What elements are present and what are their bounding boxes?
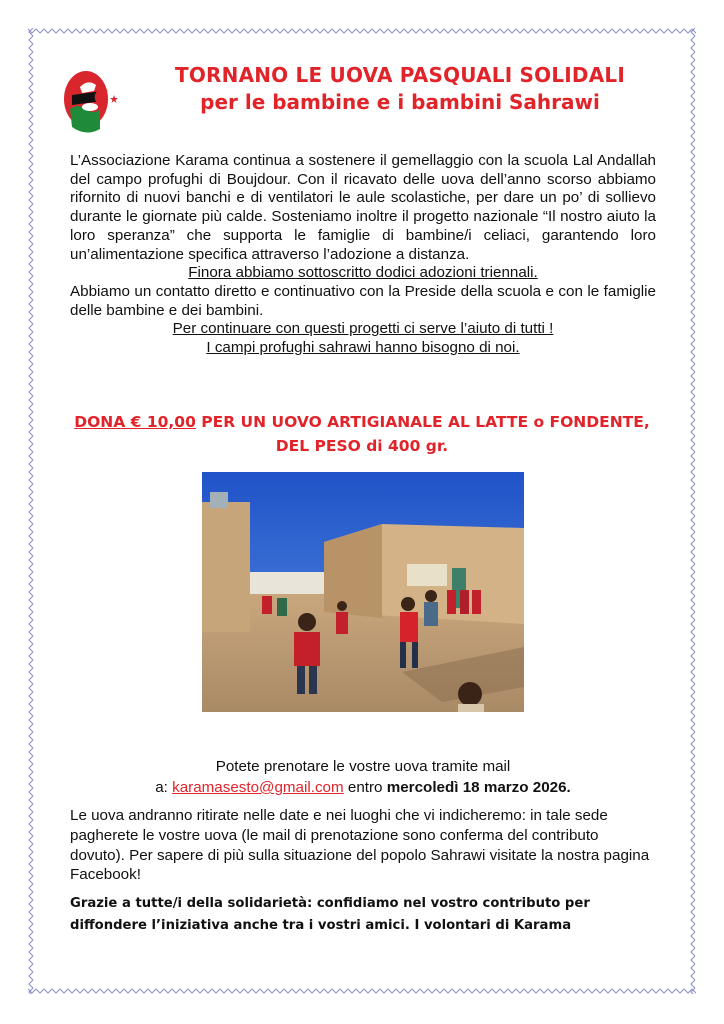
page-title bbox=[140, 62, 660, 116]
booking-deadline: mercoledì 18 marzo 2026. bbox=[386, 779, 571, 796]
booking-prefix: a: bbox=[155, 779, 173, 796]
appeal-line-2: I campi profughi sahrawi hanno bisogno di noi. bbox=[206, 339, 520, 357]
adoptions-note: Finora abbiamo sottoscritto dodici adozioni triennali. bbox=[188, 264, 538, 282]
donation-amount: DONA € 10,00 bbox=[74, 413, 196, 431]
thanks-note: Grazie a tutte/i della solidarietà: confidiamo nel vostro contributo per diffondere l’iniziativa anche tra i vostri amici. I volontari di Karama bbox=[70, 896, 590, 933]
booking-info bbox=[70, 756, 656, 798]
body-text bbox=[70, 152, 656, 358]
email-link[interactable]: karamasesto@gmail.com bbox=[172, 779, 344, 796]
school-photo bbox=[202, 472, 524, 712]
title-line-2: per le bambine e i bambini Sahrawi bbox=[200, 90, 600, 114]
karama-logo bbox=[60, 65, 120, 137]
paragraph-contact: Abbiamo un contatto diretto e continuativo con la Preside della scuola e con le famiglie delle bambine e dei bambini. bbox=[70, 282, 656, 319]
pickup-info: Le uova andranno ritirate nelle date e nei luoghi che vi indicheremo: in tale sede pagherete le vostre uova (le mail di prenotazione sono conferma del contributo dovuto). Per sapere di più sulla situazione del popolo Sahrawi visitate la nostra pagina Facebook! bbox=[70, 807, 650, 884]
appeal-line-1: Per continuare con questi progetti ci serve l’aiuto di tutti ! bbox=[172, 320, 554, 338]
donation-weight: DEL PESO di 400 gr. bbox=[275, 437, 449, 455]
booking-line-1: Potete prenotare le vostre uova tramite mail bbox=[215, 758, 511, 775]
title-line-1: TORNANO LE UOVA PASQUALI SOLIDALI bbox=[174, 63, 626, 87]
donation-text: PER UN UOVO ARTIGIANALE AL LATTE o FONDENTE, bbox=[195, 413, 650, 431]
booking-middle: entro bbox=[343, 779, 387, 796]
donation-callout bbox=[64, 410, 660, 458]
paragraph-school: L’Associazione Karama continua a sostenere il gemellaggio con la scuola Lal Andallah del campo profughi di Boujdour. Con il ricavato delle uova dell’anno scorso abbiamo rifornito di nuovi banchi e di ventilatori le aule scolastiche, per dare un po’ di sollievo durante le giornate più calde. Sosteniamo inoltre il progetto nazionale “Il nostro aiuto la loro speranza” che supporta le famiglie di bambine/i celiaci, garantendo loro un’alimentazione specifica attraverso l’adozione a distanza. bbox=[70, 152, 656, 263]
